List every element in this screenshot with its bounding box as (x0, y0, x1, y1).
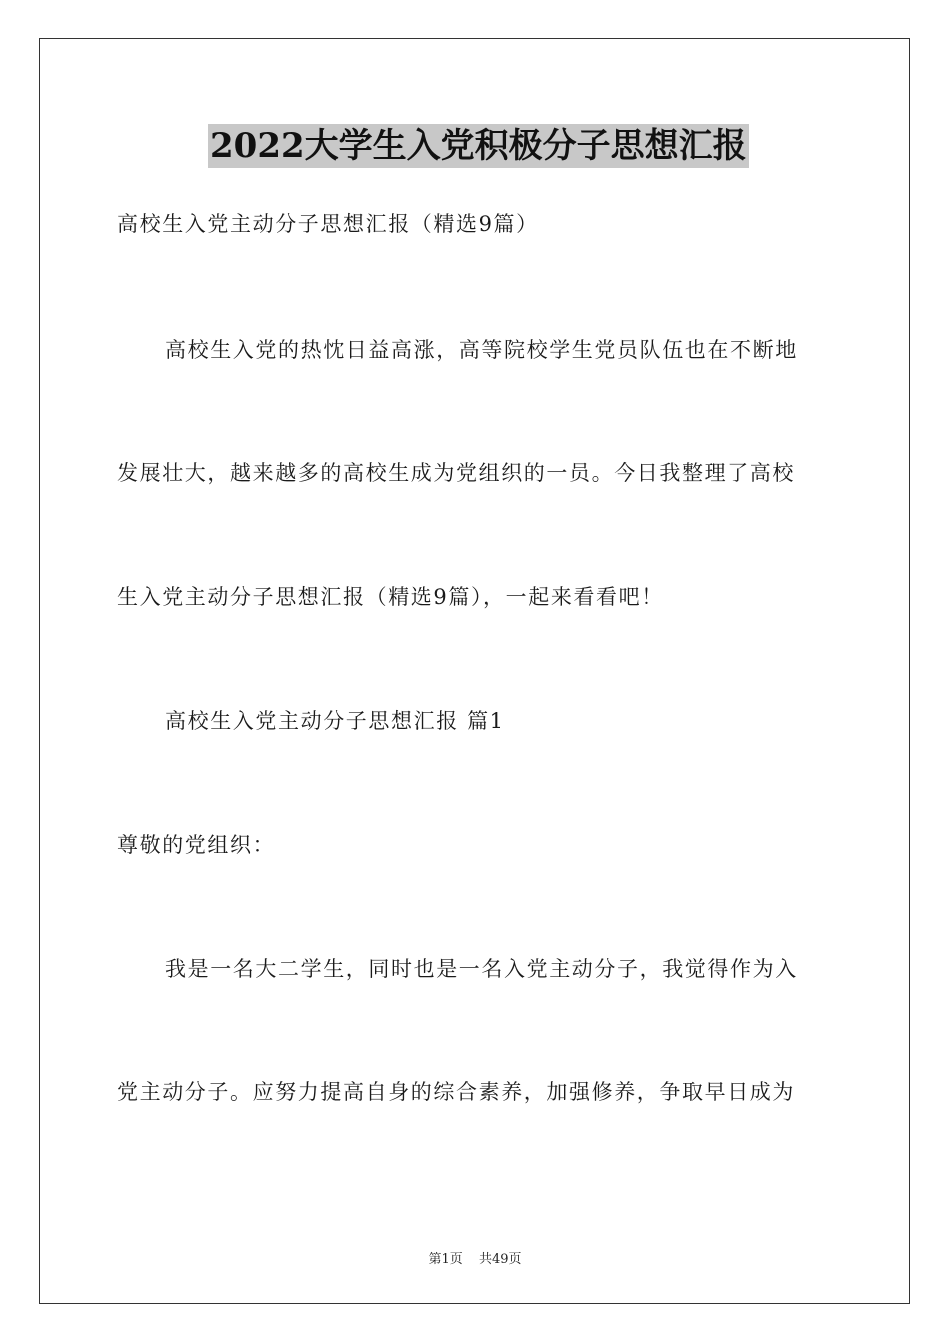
section-heading: 高校生入党主动分子思想汇报 篇1 (165, 709, 505, 733)
document-subtitle: 高校生入党主动分子思想汇报（精选9篇） (117, 212, 539, 236)
paragraph-line: 发展壮大，越来越多的高校生成为党组织的一员。今日我整理了高校 (117, 461, 795, 485)
paragraph-line: 高校生入党的热忱日益高涨，高等院校学生党员队伍也在不断地 (165, 338, 798, 362)
page-number-total: 共49页 (478, 1252, 522, 1267)
paragraph-line: 我是一名大二学生，同时也是一名入党主动分子，我觉得作为入 (165, 957, 798, 981)
paragraph-line: 生入党主动分子思想汇报（精选9篇），一起来看看吧！ (117, 585, 664, 609)
page-footer (0, 1248, 950, 1267)
page-number-current: 第1页 (428, 1252, 463, 1267)
document-title: 2022大学生入党积极分子思想汇报 (210, 126, 747, 166)
salutation: 尊敬的党组织： (117, 833, 276, 857)
paragraph-line: 党主动分子。应努力提高自身的综合素养，加强修养，争取早日成为 (117, 1080, 795, 1104)
